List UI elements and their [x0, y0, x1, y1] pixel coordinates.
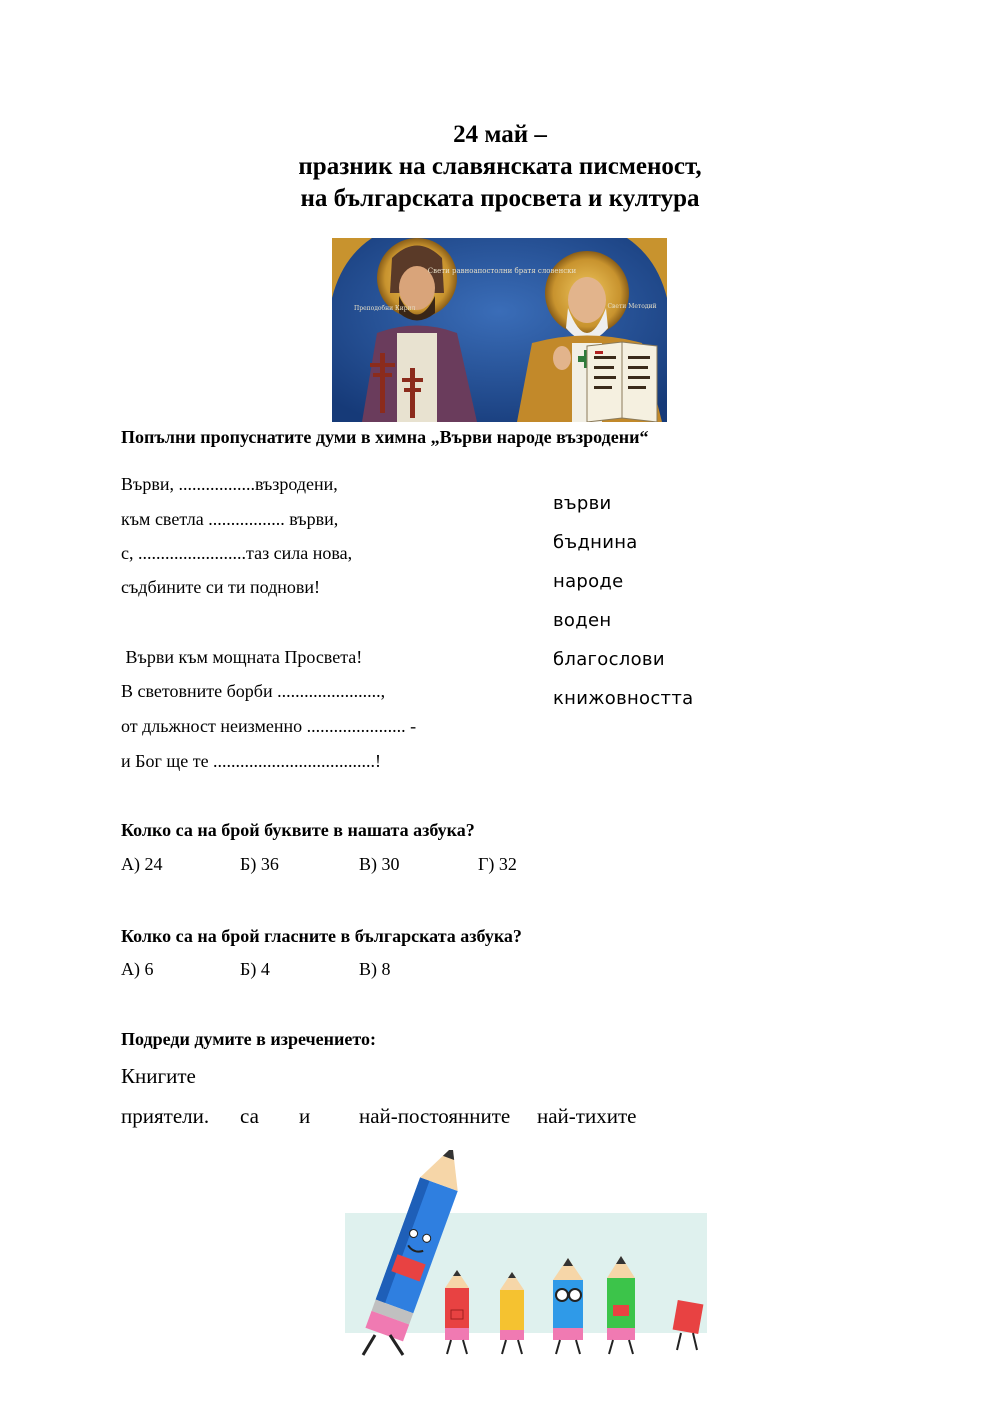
- question-2-text: Колко са на брой гласните в българската азбука?: [121, 926, 522, 946]
- verse-line: и Бог ще те ....................................!: [121, 751, 382, 771]
- question-1-text: Колко са на брой буквите в нашата азбука?: [121, 820, 475, 840]
- arrange-word[interactable]: са: [240, 1104, 259, 1128]
- verse-line: съдбините си ти поднови!: [121, 577, 321, 597]
- word-bank-item[interactable]: народе: [553, 571, 624, 592]
- saints-icon-image: [332, 238, 667, 422]
- arrange-word[interactable]: най-постоянните: [359, 1104, 511, 1128]
- arrange-word[interactable]: приятели.: [121, 1104, 210, 1128]
- question-1-option-c[interactable]: В) 30: [359, 854, 400, 874]
- verse-line: Върви, .................възродени,: [121, 474, 338, 494]
- word-bank-item[interactable]: върви: [553, 493, 612, 514]
- arrange-first-word: Книгите: [121, 1064, 196, 1088]
- question-2-option-c[interactable]: В) 8: [359, 959, 391, 979]
- question-2-option-a[interactable]: А) 6: [121, 959, 154, 979]
- question-2-option-b[interactable]: Б) 4: [240, 959, 270, 979]
- word-bank-item[interactable]: воден: [553, 610, 612, 631]
- pencils-illustration: [345, 1150, 707, 1360]
- question-1-option-d[interactable]: Г) 32: [478, 854, 517, 874]
- icon-right-label: Свети Методий: [607, 303, 657, 310]
- hymn-instruction: Попълни пропуснатите думи в химна „Върви народе възродени“: [121, 427, 649, 447]
- question-1-option-b[interactable]: Б) 36: [240, 854, 279, 874]
- verse-line: В световните борби .......................,: [121, 681, 386, 701]
- page-title-line-3: на българската просвета и култура: [300, 185, 700, 212]
- word-bank-item[interactable]: благослови: [553, 649, 665, 670]
- icon-center-label: Свети равноапостолни братя словенски: [427, 267, 577, 275]
- word-bank-item[interactable]: бъднина: [553, 532, 638, 553]
- verse-line: с, ........................таз сила нова,: [121, 543, 353, 563]
- arrange-word[interactable]: и: [299, 1104, 311, 1128]
- icon-left-label: Преподобни Кирил: [354, 305, 416, 312]
- arrange-instruction: Подреди думите в изречението:: [121, 1029, 377, 1049]
- verse-line: от дльжност неизменно ...................... -: [121, 716, 417, 736]
- question-1-option-a[interactable]: А) 24: [121, 854, 163, 874]
- verse-line: Върви към мощната Просвета!: [121, 647, 363, 667]
- page-title-line-1: 24 май –: [453, 121, 547, 148]
- page-title-line-2: празник на славянската писменост,: [298, 153, 702, 180]
- arrange-word[interactable]: най-тихите: [537, 1104, 637, 1128]
- verse-line: към светла ................. върви,: [121, 509, 339, 529]
- word-bank-item[interactable]: книжовността: [553, 688, 694, 709]
